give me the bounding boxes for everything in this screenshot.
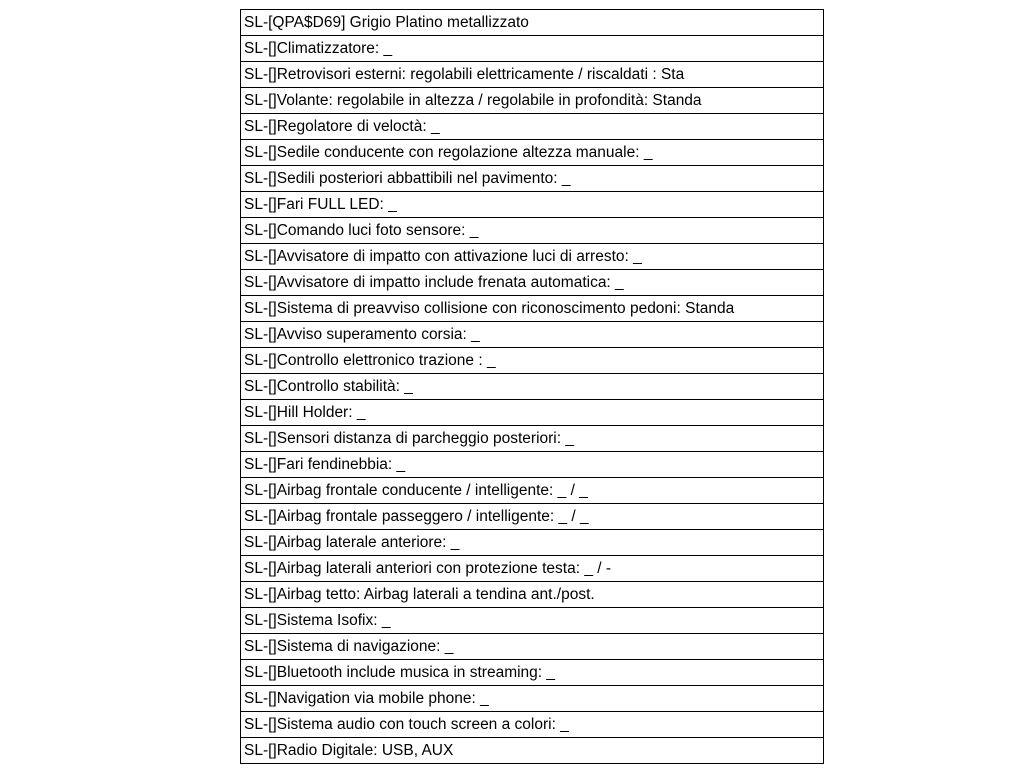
table-row: [241, 556, 824, 582]
spec-cell: SL-[]Airbag tetto: Airbag laterali a tendina ant./post.: [241, 582, 824, 608]
spec-cell: SL-[QPA$D69] Grigio Platino metallizzato: [241, 10, 824, 36]
spec-cell: SL-[]Controllo elettronico trazione : _: [241, 348, 824, 374]
table-row: [241, 712, 824, 738]
spec-cell: SL-[]Volante: regolabile in altezza / regolabile in profondità: Standa: [241, 88, 824, 114]
table-row: [241, 348, 824, 374]
table-row: [241, 218, 824, 244]
spec-cell: SL-[]Sistema audio con touch screen a colori: _: [241, 712, 824, 738]
table-row: [241, 400, 824, 426]
spec-cell: SL-[]Sedili posteriori abbattibili nel pavimento: _: [241, 166, 824, 192]
spec-cell: SL-[]Fari fendinebbia: _: [241, 452, 824, 478]
table-row: [241, 62, 824, 88]
spec-cell: SL-[]Avvisatore di impatto include frenata automatica: _: [241, 270, 824, 296]
spec-cell: SL-[]Sistema Isofix: _: [241, 608, 824, 634]
table-row: [241, 686, 824, 712]
spec-cell: SL-[]Sensori distanza di parcheggio posteriori: _: [241, 426, 824, 452]
table-row: [241, 608, 824, 634]
table-row: [241, 36, 824, 62]
spec-cell: SL-[]Airbag laterali anteriori con protezione testa: _ / -: [241, 556, 824, 582]
table-row: [241, 452, 824, 478]
table-row: [241, 634, 824, 660]
table-row: [241, 192, 824, 218]
spec-cell: SL-[]Fari FULL LED: _: [241, 192, 824, 218]
table-row: [241, 270, 824, 296]
spec-cell: SL-[]Sedile conducente con regolazione altezza manuale: _: [241, 140, 824, 166]
spec-cell: SL-[]Airbag frontale passeggero / intelligente: _ / _: [241, 504, 824, 530]
spec-cell: SL-[]Navigation via mobile phone: _: [241, 686, 824, 712]
spec-cell: SL-[]Regolatore di veloctà: _: [241, 114, 824, 140]
spec-cell: SL-[]Airbag frontale conducente / intelligente: _ / _: [241, 478, 824, 504]
table-row: [241, 114, 824, 140]
table-row: [241, 322, 824, 348]
spec-cell: SL-[]Sistema di preavviso collisione con riconoscimento pedoni: Standa: [241, 296, 824, 322]
spec-cell: SL-[]Avviso superamento corsia: _: [241, 322, 824, 348]
spec-cell: SL-[]Controllo stabilità: _: [241, 374, 824, 400]
table-row: [241, 738, 824, 764]
spec-cell: SL-[]Airbag laterale anteriore: _: [241, 530, 824, 556]
spec-cell: SL-[]Radio Digitale: USB, AUX: [241, 738, 824, 764]
spec-cell: SL-[]Avvisatore di impatto con attivazione luci di arresto: _: [241, 244, 824, 270]
table-row: [241, 88, 824, 114]
table-row: [241, 426, 824, 452]
specs-table: [240, 9, 824, 764]
spec-cell: SL-[]Retrovisori esterni: regolabili elettricamente / riscaldati : Sta: [241, 62, 824, 88]
spec-cell: SL-[]Hill Holder: _: [241, 400, 824, 426]
table-row: [241, 504, 824, 530]
spec-cell: SL-[]Comando luci foto sensore: _: [241, 218, 824, 244]
table-row: [241, 374, 824, 400]
table-row: [241, 296, 824, 322]
table-row: [241, 530, 824, 556]
table-row: [241, 244, 824, 270]
table-row: [241, 478, 824, 504]
table-row: [241, 660, 824, 686]
spec-cell: SL-[]Sistema di navigazione: _: [241, 634, 824, 660]
table-row: [241, 10, 824, 36]
specs-table-body: [241, 10, 824, 764]
table-row: [241, 582, 824, 608]
spec-cell: SL-[]Bluetooth include musica in streaming: _: [241, 660, 824, 686]
table-row: [241, 166, 824, 192]
spec-cell: SL-[]Climatizzatore: _: [241, 36, 824, 62]
table-row: [241, 140, 824, 166]
